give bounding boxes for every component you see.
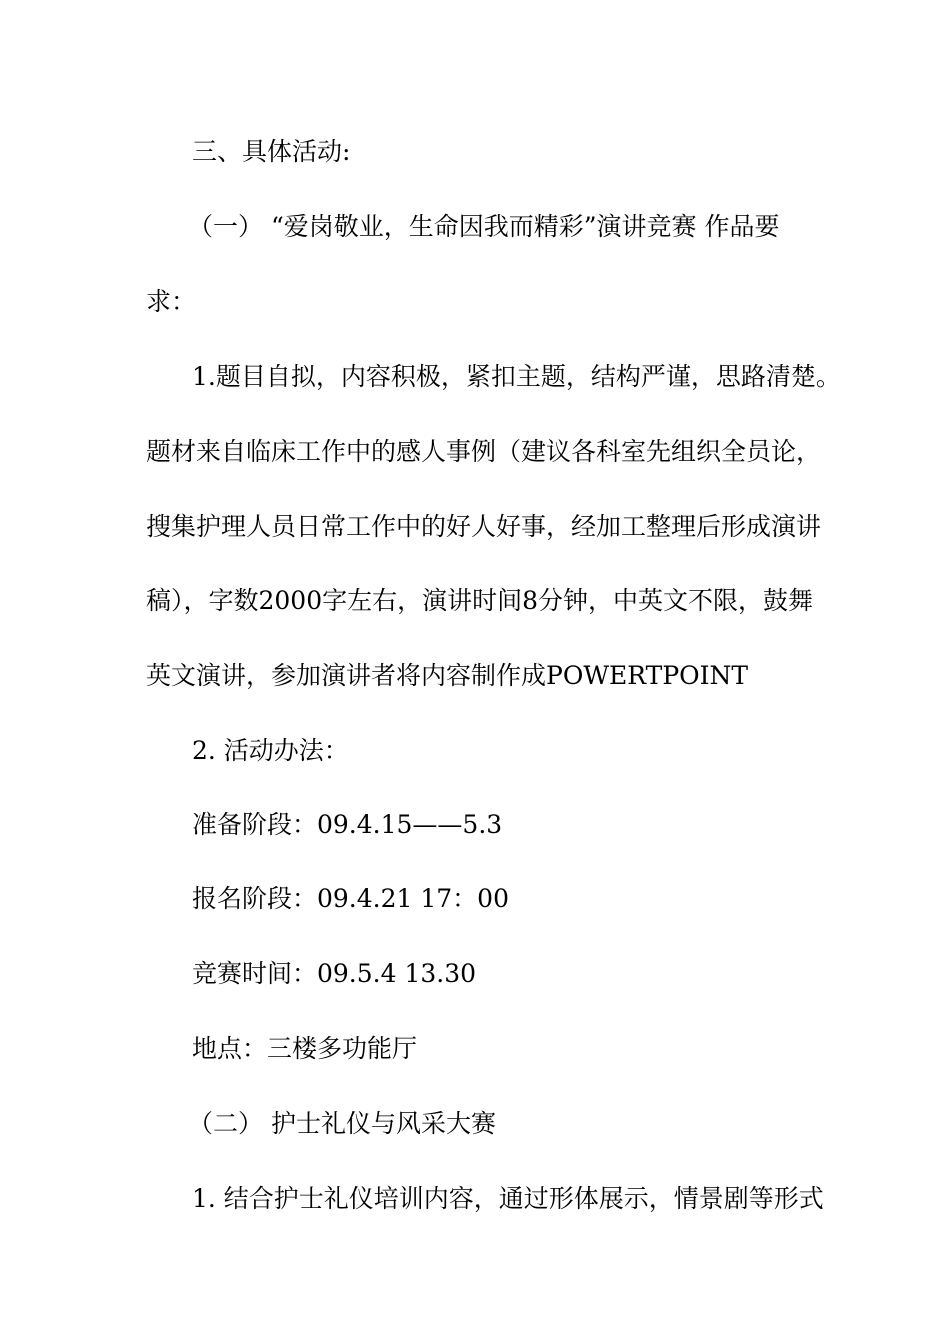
schedule-line-contest: 竞赛时间：09.5.4 13.30 [192,959,477,988]
subsection-heading-2: （二） 护士礼仪与风采大赛 [188,1109,496,1138]
text-line: 稿），字数2000字左右，演讲时间8分钟，中英文不限，鼓舞 [146,586,814,615]
schedule-line-signup: 报名阶段：09.4.21 17：00 [192,884,509,913]
text-line: 1. 结合护士礼仪培训内容，通过形体展示，情景剧等形式 [192,1184,824,1213]
subsection-heading-1: （一） “爱岗敬业，生命因我而精彩”演讲竞赛 作品要 [188,212,780,241]
text-line: 1.题目自拟，内容积极，紧扣主题，结构严谨，思路清楚。 [192,362,841,391]
text-line: 题材来自临床工作中的感人事例（建议各科室先组织全员论， [146,437,822,466]
text-line: 搜集护理人员日常工作中的好人好事，经加工整理后形成演讲 [146,512,822,541]
section-heading: 三、具体活动: [192,137,351,166]
item-heading: 2. 活动办法： [192,736,349,765]
text-line: 英文演讲，参加演讲者将内容制作成POWERTPOINT [146,661,749,690]
venue-line: 地点：三楼多功能厅 [192,1034,418,1063]
text-line: 求： [146,287,197,316]
schedule-line-prep: 准备阶段：09.4.15——5.3 [192,810,503,839]
